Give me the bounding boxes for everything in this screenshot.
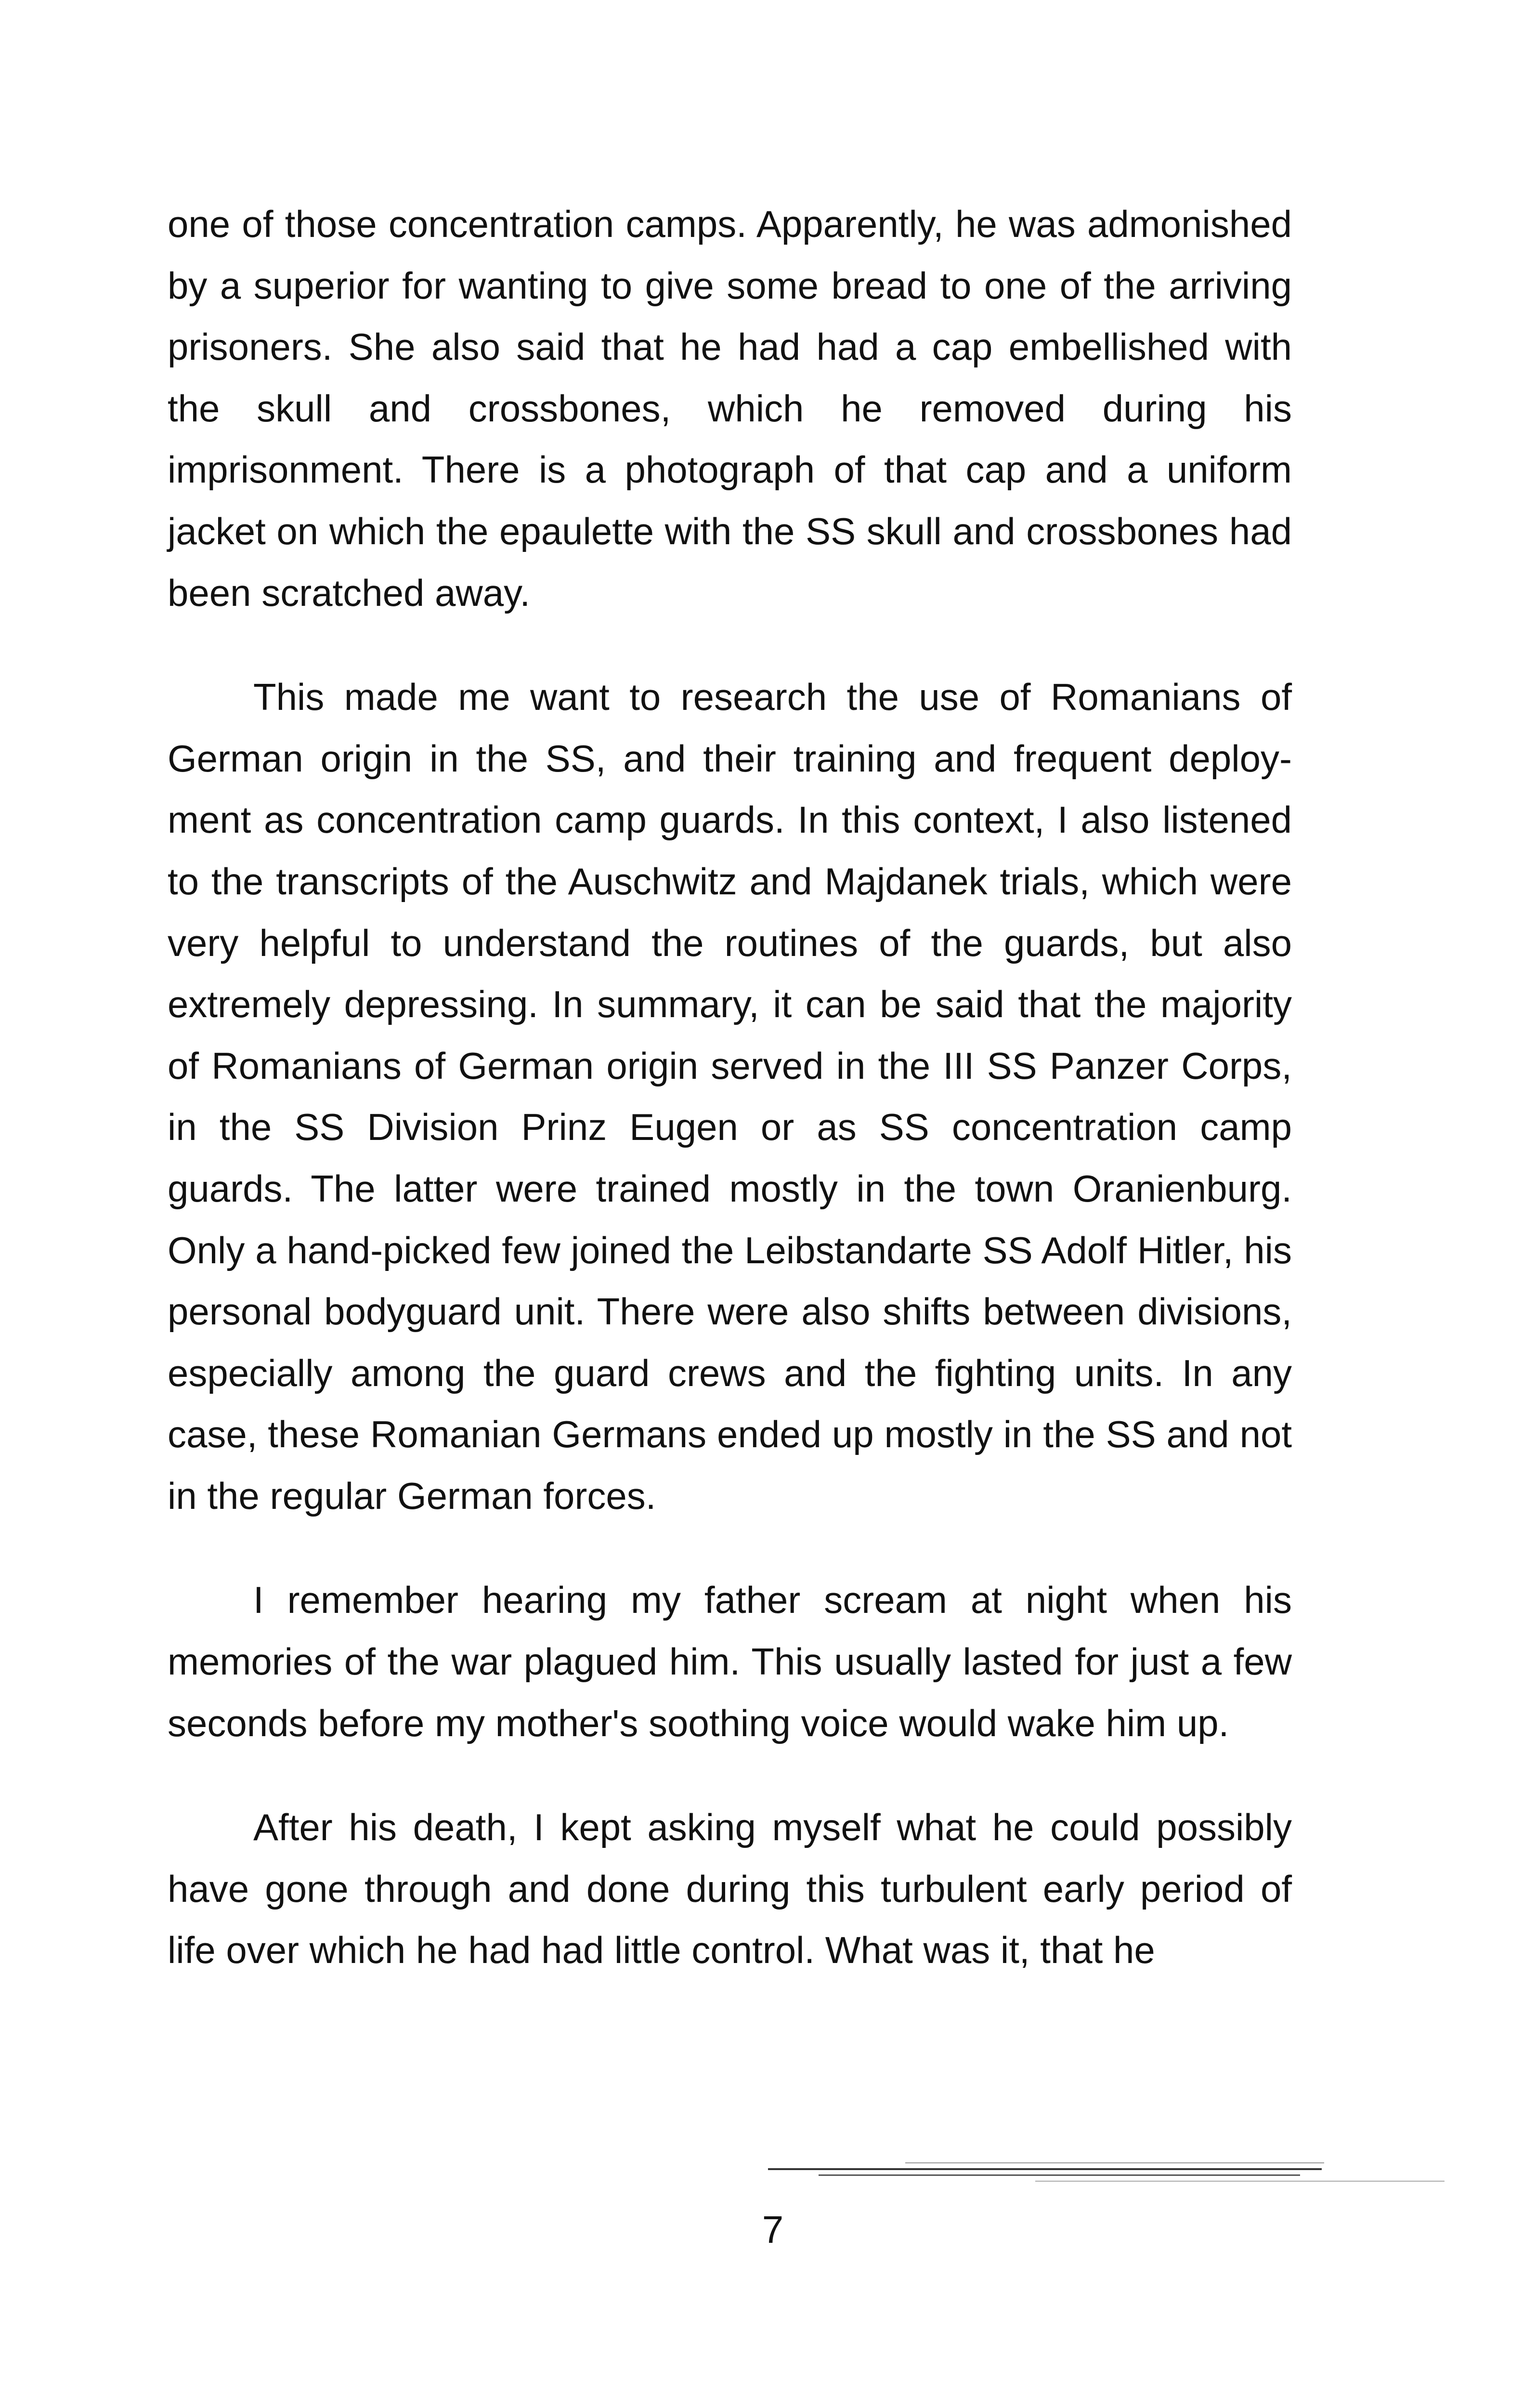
footer-rule-bottom <box>1035 2181 1445 2182</box>
paragraph-continuation: one of those concentration camps. Apparently, he was admonished by a superior for wanting to give some bread to one of the arriving prisoners. She also said that he had had a cap embellished with the skull and crossbones, which he removed during his imprisonment. There is a photograph of that cap and a uniform jacket on which the epaulette with the SS skull and crossbones had been scratched away. <box>168 203 1292 614</box>
page-number: 7 <box>762 2208 784 2251</box>
body-text <box>168 194 1292 1981</box>
paragraph-ss-research: This made me want to research the use of Romanians of German origin in the SS, and their training and frequent deployment as concentration camp guards. In this context, I also listened to the transcripts of the Auschwitz and Majdanek trials, which were very helpful to understand the routines of the guards, but also extremely depressing. In summary, it can be said that the majority of Romanians of German origin served in the III SS Panzer Corps, in the SS Division Prinz Eugen or as SS concentration camp guards. The latter were trained mostly in the town Oranienburg. Only a hand-picked few joined the Leibstandarte SS Adolf Hitler, his personal bodyguard unit. There were also shifts between divisions, especially among the guard crews and the fighting units. In any case, these Romanian Germans ended up mostly in the SS and not in the regular German forces. <box>168 676 1292 1517</box>
paragraph-father-scream: I remember hearing my father scream at night when his memories of the war plagued him. This usually lasted for just a few seconds before my mother's soothing voice would wake him up. <box>168 1579 1292 1744</box>
footer-rule-top <box>905 2162 1324 2163</box>
footer-rule-secondary <box>819 2174 1300 2176</box>
footer-rule-main <box>768 2168 1322 2170</box>
paragraph-after-death: After his death, I kept asking myself what he could possibly have gone through and done during this turbulent early period of life over which he had had little control. What was it, that he <box>168 1806 1292 1972</box>
